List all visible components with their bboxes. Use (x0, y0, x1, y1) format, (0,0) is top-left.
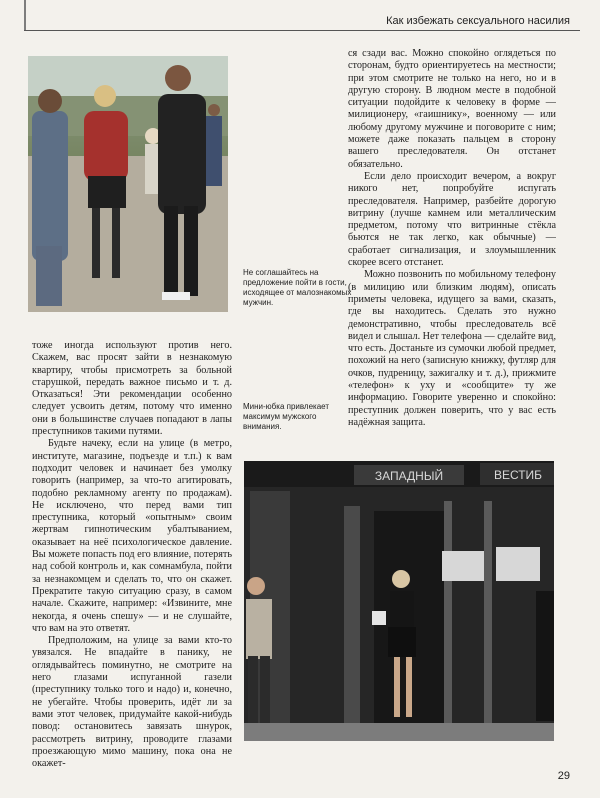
caption-top-photo: Не соглашайтесь на предложение пойти в гости, исходящее от малознакомых мужчин. (243, 268, 352, 307)
caption-bottom-photo: Мини-юбка привлекает максимум мужского внимания. (243, 402, 330, 431)
photo-people-in-park-illustration (28, 56, 228, 312)
left-paragraph-1: тоже иногда используют против него. Скажем, вас просят зайти в незнакомую квартиру, чтобы присмотреть за больной старушкой, передать важное письмо и т. д. Отказаться! Эти рекомендации особенно следует усвоить детям, потому что именно они в большинстве случаев попадают в лапы преступников такими путями. (32, 340, 232, 438)
header-rule (24, 0, 26, 30)
photo-woman-at-store-entrance (244, 461, 554, 741)
header-line (24, 30, 580, 31)
right-paragraph-3: Можно позвонить по мобильному телефону (в милицию или близким людям), описать приметы человека, идущего за вами, сказать, где вы находитесь. Сделать это нужно демонстративно, чтобы преследователь всё видел и слышал. Нет телефона — сделайте вид, что есть. Достаньте из сумочки любой предмет, похожий на него (записную книжку, футляр для очков, пудреницу, зажигалку и т. д.), прижмите «телефон» к уху и «сообщите» ту же информацию. Говорите уверенно и спокойно: преступник должен поверить, что у вас есть надёжная защита. (348, 269, 557, 428)
vestibule-sign-text: ВЕСТИБ (493, 468, 543, 482)
right-paragraph-1: ся сзади вас. Можно спокойно оглядеться по сторонам, будто ориентируетесь на местности; при этом смотрите не только на него, но и в другую сторону. В людном месте в подобной ситуации подойдите к человеку в форме — милиционеру, «гаишнику», военному — или любому другому мужчине и поговорите с ним; можете даже показать пальцем в сторону вашего преследователя. Он отстанет обязательно. (348, 48, 556, 170)
running-head: Как избежать сексуального насилия (386, 15, 570, 27)
right-column (348, 48, 556, 429)
photo-store-entrance-illustration (244, 461, 554, 741)
left-paragraph-3: Предположим, на улице за вами кто-то увязался. Не впадайте в панику, не оглядывайтесь поминутно, не смотрите на него глазами испуганной газели (преступнику только того и надо) и, конечно, не убегайте. Чтобы проверить, идёт ли за вами этот человек, придумайте какой-нибудь повод: остановитесь завязать шнурок, рассмотреть витрину, проводите глазами проезжающую мимо машину, пока она не окажет- (32, 635, 232, 770)
left-column (32, 340, 232, 770)
page-number: 29 (557, 770, 570, 782)
photo-people-in-park (28, 56, 228, 312)
right-paragraph-2: Если дело происходит вечером, а вокруг никого нет, попробуйте испугать преследователя. Например, разбейте дорогую витрину (лучше камнем или металлическим предметом, потому что витринные стёкла бьются не так легко, как обычные) — сработает сигнализация, и злоумышленник скорее всего отстанет. (348, 170, 556, 269)
store-sign-text: ЗАПАДНЫЙ (374, 469, 444, 483)
left-paragraph-2: Будьте начеку, если на улице (в метро, институте, магазине, подъезде и т.п.) к вам подходит человек и начинает без умолку говорить (например, за что-то агитировать, подобно рекламному агенту по продажам). Не исключено, что перед вами тип преступника, который «опытным» своим жертвам гипнотическим убалтыванием, оказывает на неё психологическое давление. Вы можете попасть под его влияние, потерять над собой контроль и, как сомнамбула, пойти за незнакомцем и сделать то, что он скажет. Прекратите такую ситуацию сразу, в самом начале. Скажите, например: «Извините, мне некогда, я очень спешу» — и не слушайте, что вам на это ответят. (32, 438, 232, 634)
